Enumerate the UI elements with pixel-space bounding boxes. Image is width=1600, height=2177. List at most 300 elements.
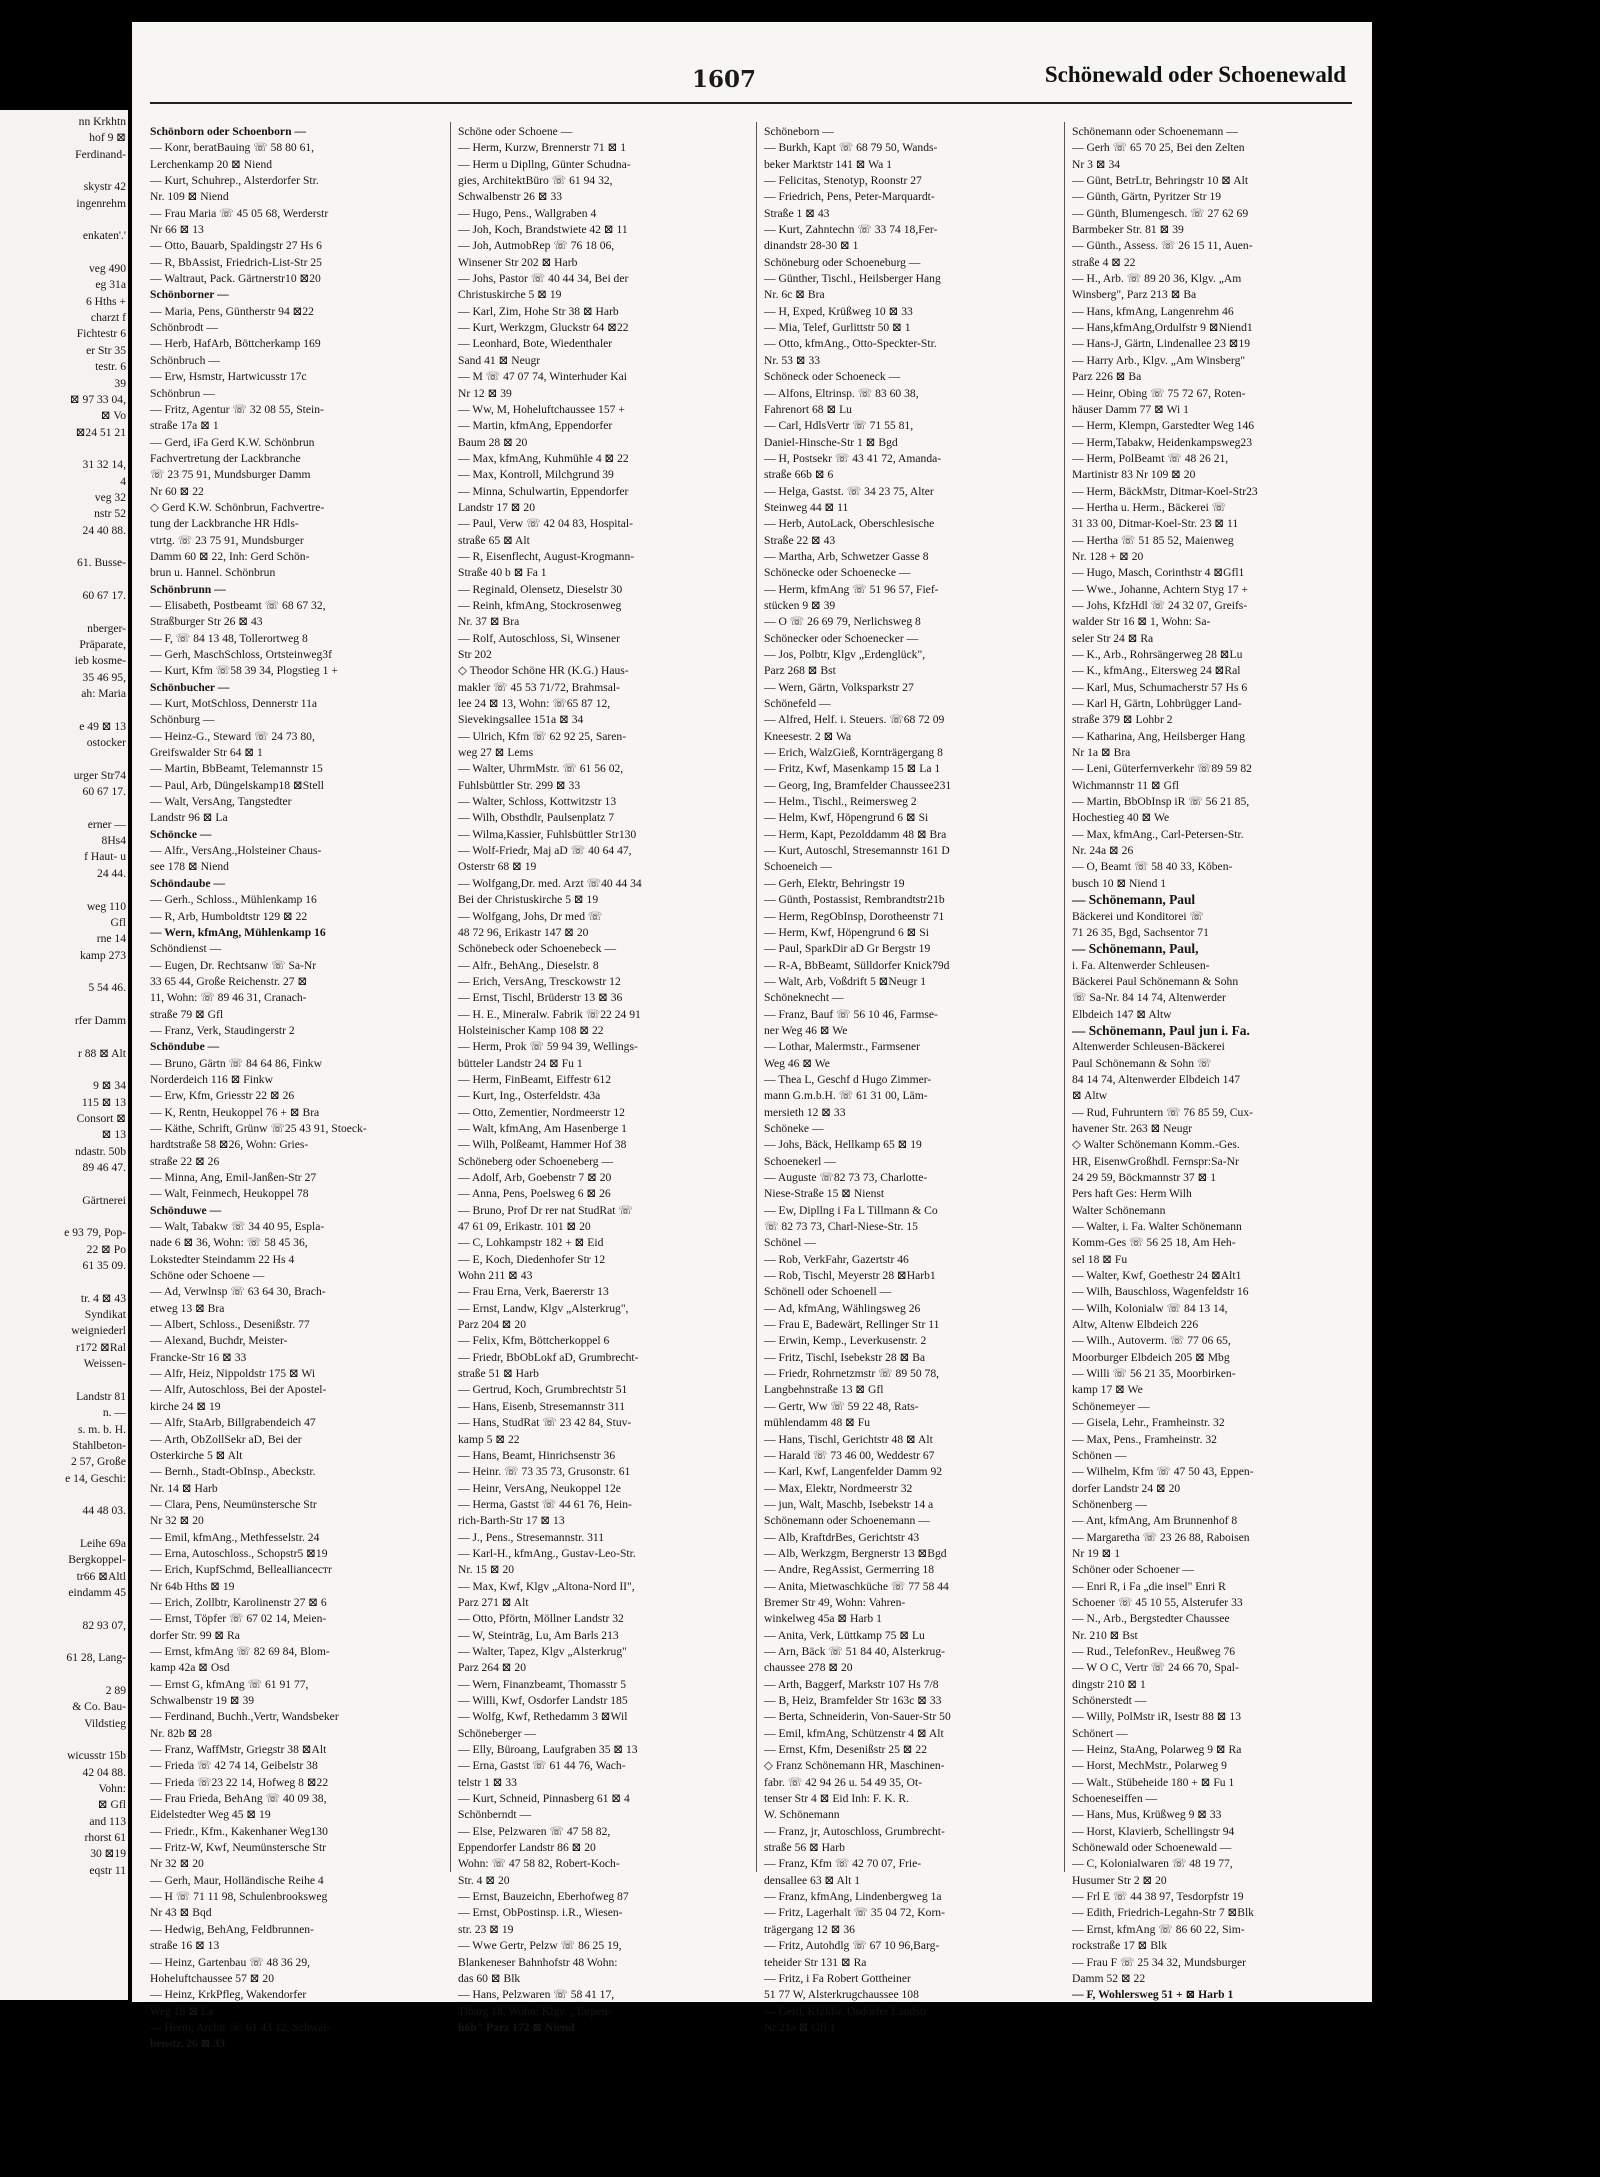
directory-entry-line: see 178 ⊠ Niend <box>150 860 229 874</box>
previous-page-fragment: weg 110 <box>86 899 126 913</box>
directory-entry-line: — Arth, ObZollSekr aD, Bei der <box>150 1432 302 1446</box>
directory-entry-line: — Ernst, Landw, Klgv „Alsterkrug", <box>458 1301 629 1315</box>
directory-entry-line: — C, Kolonialwaren ☏ 48 19 77, <box>1072 1857 1233 1871</box>
directory-entry-line: gies, ArchitektBüro ☏ 61 94 32, <box>458 174 613 188</box>
directory-entry-line: Schönbruch — <box>150 353 220 367</box>
directory-entry-line: Nr 32 ⊠ 20 <box>150 1514 204 1528</box>
directory-entry-line: — Felicitas, Stenotyp, Roonstr 27 <box>764 174 922 188</box>
directory-entry-line: — Rob, VerkFahr, Gazertstr 46 <box>764 1252 909 1266</box>
previous-page-fragment <box>64 1520 126 1536</box>
directory-entry-line: — Heinz, StaAng, Polarweg 9 ⊠ Ra <box>1072 1743 1242 1757</box>
directory-entry-line: Walter Schönemann <box>1072 1203 1166 1217</box>
previous-page-fragment: 30 ⊠19 <box>90 1847 126 1861</box>
directory-entry-line: Schönbrunn — <box>150 582 226 596</box>
directory-entry-line: — Herm, Kwf, Höpengrund 6 ⊠ Si <box>764 925 929 939</box>
previous-page-fragment <box>64 604 126 620</box>
previous-page-fragment: 22 ⊠ Po <box>86 1242 126 1256</box>
previous-page-fragment <box>64 212 126 228</box>
directory-entry-line: — Herma, Gastst ☏ 44 61 76, Hein- <box>458 1497 632 1511</box>
previous-page-fragment: 2 57, Große <box>70 1455 126 1469</box>
directory-entry-line: — Kurt, Autoschl, Stresemannstr 161 D <box>764 844 950 858</box>
directory-entry-line: — Max, Kontroll, Milchgrund 39 <box>458 468 614 482</box>
directory-entry-line: chaussee 278 ⊠ 20 <box>764 1661 853 1675</box>
directory-entry-line: — J., Pens., Stresemannstr. 311 <box>458 1530 605 1544</box>
directory-entry-line: — Herm, Archit ☏ 61 43 12, Schwal- <box>150 2020 331 2034</box>
directory-entry-line: — Walter, Schloss, Kottwitzstr 13 <box>458 795 617 809</box>
directory-entry-line: — Franz, jr, Autoschloss, Grumbrecht- <box>764 1824 945 1838</box>
directory-entry-line: straße 66b ⊠ 6 <box>764 468 834 482</box>
directory-entry-line: 51 77 W, Alsterkrugchaussee 108 <box>764 1988 919 2002</box>
previous-page-fragment: Landstr 81 <box>76 1389 126 1403</box>
directory-entry-line: — K, Rentn, Heukoppel 76 + ⊠ Bra <box>150 1105 320 1119</box>
directory-entry-line: — Herm, RegObInsp, Dorotheenstr 71 <box>764 909 945 923</box>
directory-entry-line: — O ☏ 26 69 79, Nerlichsweg 8 <box>764 615 921 629</box>
previous-page-fragment: er Str 35 <box>86 343 126 357</box>
directory-entry-line: — Franz, Kfm ☏ 42 70 07, Frie- <box>764 1857 922 1871</box>
previous-page-fragment: Vohn: <box>98 1782 126 1796</box>
directory-entry-line: — Kurt, Schuhrep., Alsterdorfer Str. <box>150 174 319 188</box>
directory-entry-line: — Günt, BetrLtr, Behringstr 10 ⊠ Alt <box>1072 174 1249 188</box>
previous-page-fragment <box>64 882 126 898</box>
directory-entry-line: Nr 3 ⊠ 34 <box>1072 157 1121 171</box>
directory-entry-line: Straßburger Str 26 ⊠ 43 <box>150 615 263 629</box>
directory-entry-line: — Erich, KupfSchmd, Belleallianceстr <box>150 1563 332 1577</box>
directory-entry-line: Str 202 <box>458 648 492 661</box>
directory-entry-line: — Frl E ☏ 44 38 97, Tesdorpfstr 19 <box>1072 1890 1244 1904</box>
directory-entry-line: Nr 43 ⊠ Bqd <box>150 1906 212 1920</box>
directory-entry-line: — jun, Walt, Maschb, Isebekstr 14 a <box>764 1497 934 1511</box>
directory-entry-line: — Otto, kfmAng., Otto-Speckter-Str. <box>764 337 937 351</box>
directory-entry-line: Eidelstedter Weg 45 ⊠ 19 <box>150 1808 271 1822</box>
directory-entry-line: — Friedr, BbObLokf aD, Grumbrecht- <box>458 1350 639 1364</box>
directory-entry-line: straße 22 ⊠ 26 <box>150 1154 220 1168</box>
directory-entry-line: — Willi, Kwf, Osdorfer Landstr 185 <box>458 1694 628 1707</box>
directory-entry-line: Schönemann oder Schoenemann — <box>1072 125 1238 138</box>
directory-entry-line: — Walt., Stübeheide 180 + ⊠ Fu 1 <box>1072 1775 1235 1789</box>
directory-entry-line: Nr. 14 ⊠ Harb <box>150 1481 218 1495</box>
directory-entry-line: Nr. 128 + ⊠ 20 <box>1072 549 1144 563</box>
directory-entry-line: Nr 60 ⊠ 22 <box>150 484 204 498</box>
directory-entry-line: — Wilma,Kassier, Fuhlsbüttler Str130 <box>458 827 637 841</box>
directory-entry-line: — Felix, Kfm, Böttcherkoppel 6 <box>458 1334 610 1348</box>
previous-page-fragment: Stahlbeton- <box>72 1438 126 1452</box>
directory-entry-line: Schönborner — <box>150 288 229 302</box>
directory-entry-line: — Ad, kfmAng, Wählingsweg 26 <box>764 1301 921 1315</box>
previous-page-fragment: charzt f <box>90 311 126 325</box>
directory-entry-line: — Frau E, Badewärt, Rellinger Str 11 <box>764 1318 940 1332</box>
previous-page-fragment: eg 31a <box>95 278 126 292</box>
directory-entry-line: Schöne oder Schoene — <box>458 125 573 138</box>
directory-entry-line: — Herb, AutoLack, Oberschlesische <box>764 517 935 531</box>
directory-entry-line: str. 23 ⊠ 19 <box>458 1922 514 1936</box>
directory-entry-line: nade 6 ⊠ 36, Wohn: ☏ 58 45 36, <box>150 1236 308 1250</box>
directory-entry-line: — Arth, Baggerf, Markstr 107 Hs 7/8 <box>764 1677 939 1691</box>
directory-entry-line: — Maria, Pens, Güntherstr 94 ⊠22 <box>150 304 314 318</box>
previous-page-fragment: ⊠ Gfl <box>97 1798 126 1812</box>
directory-entry-line: Schönenberg — <box>1072 1497 1147 1511</box>
directory-entry-line: Parz 268 ⊠ Bst <box>764 664 836 678</box>
directory-entry-line: — Alfr, Heiz, Nippoldstr 175 ⊠ Wi <box>150 1367 316 1381</box>
directory-entry-line: Nr. 109 ⊠ Niend <box>150 190 229 204</box>
directory-entry-line: — Frieda ☏ 42 74 14, Geibelstr 38 <box>150 1759 318 1773</box>
directory-entry-line: — Günth, Gärtn, Pyritzer Str 19 <box>1072 190 1222 204</box>
previous-page-fragment: r172 ⊠Ral <box>76 1340 126 1354</box>
directory-entry-line: straße 65 ⊠ Alt <box>458 533 530 547</box>
directory-entry-line: — Günth, Postassist, Rembrandtstr21b <box>764 893 945 907</box>
directory-entry-line: ☏ 23 75 91, Mundsburger Damm <box>150 468 311 482</box>
previous-page-fragment: Gfl <box>110 915 126 929</box>
directory-entry-line: Holsteinischer Kamp 108 ⊠ 22 <box>458 1023 604 1037</box>
directory-entry-line: — Schönemann, Paul, <box>1072 941 1199 957</box>
directory-entry-line: kamp 17 ⊠ We <box>1072 1383 1143 1397</box>
directory-entry-line: — Anita, Verk, Lüttkamp 75 ⊠ Lu <box>764 1628 925 1642</box>
directory-entry-line: Weg 46 ⊠ We <box>764 1056 830 1070</box>
directory-entry-line: — Alexand, Buchdr, Meister- <box>150 1334 288 1348</box>
directory-entry-line: — Johs, Bäck, Hellkamp 65 ⊠ 19 <box>764 1138 922 1152</box>
directory-entry-line: — Wolf-Friedr, Maj aD ☏ 40 64 47, <box>458 844 632 858</box>
directory-entry-line: — C, Lohkampstr 182 + ⊠ Eid <box>458 1236 604 1250</box>
directory-entry-line: mühlendamm 48 ⊠ Fu <box>764 1416 871 1430</box>
directory-entry-line: mersieth 12 ⊠ 33 <box>764 1105 846 1119</box>
page-number: 1607 <box>692 66 757 93</box>
directory-entry-line: Parz 264 ⊠ 20 <box>458 1661 526 1675</box>
directory-entry-line: — Wilh, Polßeamt, Hammer Hof 38 <box>458 1138 627 1152</box>
directory-entry-line: — Walt, Tabakw ☏ 34 40 95, Espla- <box>150 1220 325 1234</box>
previous-page-fragment: skystr 42 <box>83 180 126 194</box>
previous-page-fragment: 5 54 46. <box>88 981 126 995</box>
directory-entry-line: — Bruno, Prof Dr rer nat StudRat ☏ <box>458 1203 633 1217</box>
directory-entry-line: Nr. 6c ⊠ Bra <box>764 288 825 302</box>
directory-entry-line: kamp 5 ⊠ 22 <box>458 1432 520 1446</box>
directory-entry-line: Baum 28 ⊠ 20 <box>458 435 528 449</box>
directory-entry-line: — Heinr, VersAng, Neukoppel 12e <box>458 1481 621 1495</box>
directory-entry-line: Nr. 82b ⊠ 28 <box>150 1726 212 1740</box>
directory-entry-line: Tibarg 18, Wohn: Klgv. „Tarpen- <box>458 2004 612 2018</box>
previous-page-fragment: ndastr. 50b <box>75 1144 126 1158</box>
directory-entry-line: beker Marktstr 141 ⊠ Wa 1 <box>764 157 893 171</box>
directory-entry-line: — Rud., TelefonRev., Heußweg 76 <box>1072 1644 1236 1658</box>
directory-entry-line: Lokstedter Steindamm 22 Hs 4 <box>150 1252 295 1266</box>
column-divider <box>756 122 757 1872</box>
directory-entry-line: sel 18 ⊠ Fu <box>1072 1252 1128 1266</box>
directory-entry-line: Nr 19 ⊠ 1 <box>1072 1546 1121 1560</box>
previous-page-fragment: 4 <box>120 474 126 488</box>
directory-entry-line: Fuhlsbüttler Str. 299 ⊠ 33 <box>458 778 581 792</box>
previous-page-fragment: 115 ⊠ 13 <box>81 1095 126 1109</box>
directory-entry-line: — Otto, Zementier, Nordmeerstr 12 <box>458 1105 625 1119</box>
directory-entry-line: walder Str 16 ⊠ 1, Wohn: Sa- <box>1072 615 1211 629</box>
directory-entry-line: Pers haft Ges: Herm Wilh <box>1072 1187 1192 1201</box>
directory-entry-line: — Helm., Tischl., Reimersweg 2 <box>764 795 917 809</box>
directory-entry-line: — R, BbAssist, Friedrich-List-Str 25 <box>150 255 322 269</box>
previous-page-fragment <box>64 1634 126 1650</box>
directory-entry-line: — Paul, SparkDir aD Gr Bergstr 19 <box>764 942 931 956</box>
previous-page-fragment <box>64 1372 126 1388</box>
directory-entry-line: Niese-Straße 15 ⊠ Nienst <box>764 1187 885 1201</box>
directory-entry-line: — Alfr, Autoschloss, Bei der Apostel- <box>150 1383 327 1397</box>
directory-entry-line: — Erich, VersAng, Tresckowstr 12 <box>458 974 621 988</box>
directory-entry-line: benstr. 26 ⊠ 33 <box>150 2037 225 2051</box>
directory-entry-line: teheider Str 131 ⊠ Ra <box>764 1955 867 1969</box>
directory-entry-line: straße 51 ⊠ Harb <box>458 1367 539 1381</box>
directory-entry-line: — Wilh., Autoverm. ☏ 77 06 65, <box>1072 1334 1231 1348</box>
directory-entry-line: — Georg, Ing, Bramfelder Chaussee231 <box>764 778 952 792</box>
directory-entry-line: — Rob, Tischl, Meyerstr 28 ⊠Harb1 <box>764 1269 936 1283</box>
directory-entry-line: Parz 271 ⊠ Alt <box>458 1595 529 1609</box>
directory-entry-line: — Fritz, Autohdlg ☏ 67 10 96,Barg- <box>764 1939 940 1953</box>
directory-entry-line: — Walter, Kwf, Goethestr 24 ⊠Alt1 <box>1072 1269 1242 1283</box>
directory-entry-line: Schoenekerl — <box>764 1154 836 1168</box>
directory-entry-line: Wohn: ☏ 47 58 82, Robert-Koch- <box>458 1857 620 1871</box>
previous-page-fragment <box>64 997 126 1013</box>
directory-entry-line: — Adolf, Arb, Goebenstr 7 ⊠ 20 <box>458 1171 612 1184</box>
directory-entry-line: — Willy, PolMstr iR, Isestr 88 ⊠ 13 <box>1072 1710 1241 1724</box>
previous-page-fragment: ostocker <box>86 736 126 750</box>
directory-entry-line: — Martin, BbBeamt, Telemannstr 15 <box>150 762 323 776</box>
directory-entry-line: straße 16 ⊠ 13 <box>150 1939 220 1953</box>
directory-entry-line: — Ernst, ObPostinsp. i.R., Wiesen- <box>458 1906 623 1920</box>
directory-entry-line: stücken 9 ⊠ 39 <box>764 598 836 612</box>
directory-entry-line: — Alfr, StaArb, Billgrabendeich 47 <box>150 1416 316 1430</box>
directory-entry-line: Schönemann oder Schoenemann — <box>764 1514 930 1528</box>
directory-entry-line: Bei der Christuskirche 5 ⊠ 19 <box>458 893 599 907</box>
directory-entry-line: — Otto, Pförtn, Möllner Landstr 32 <box>458 1612 624 1626</box>
directory-entry-line: — Max, kfmAng., Carl-Petersen-Str. <box>1072 827 1244 841</box>
directory-entry-line: — Horst, Klavierb, Schellingstr 94 <box>1072 1824 1235 1838</box>
directory-entry-line: — Walt, Arb, Voßdrift 5 ⊠Neugr 1 <box>764 974 927 988</box>
directory-entry-line: Steinweg 44 ⊠ 11 <box>764 500 849 514</box>
directory-entry-line: — Minna, Schulwartin, Eppendorfer <box>458 484 629 498</box>
directory-entry-line: — Helga, Gastst. ☏ 34 23 75, Alter <box>764 484 934 498</box>
directory-entry-line: — Hans, Tischl, Gerichtstr 48 ⊠ Alt <box>764 1432 933 1446</box>
previous-page-fragment: Consort ⊠ <box>76 1111 126 1125</box>
directory-entry-line: Sand 41 ⊠ Neugr <box>458 353 541 367</box>
previous-page-fragment: 82 93 07, <box>82 1618 126 1632</box>
directory-entry-line: Hoheluftchaussee 57 ⊠ 20 <box>150 1971 275 1985</box>
previous-page-fragment: veg 490 <box>88 262 126 276</box>
directory-entry-line: — Herm, kfmAng ☏ 51 96 57, Fief- <box>764 582 939 596</box>
directory-entry-line: — Wolfgang,Dr. med. Arzt ☏40 44 34 <box>458 876 642 890</box>
directory-entry-line: höh" Parz 172 ⊠ Niend <box>458 2020 575 2034</box>
directory-entry-line: — Herb, HafArb, Böttcherkamp 169 <box>150 337 321 351</box>
directory-entry-line: Nr 21a ⊠ Gfl 1 <box>764 2020 836 2034</box>
directory-entry-line: — Gerh ☏ 65 70 25, Bei den Zelten <box>1072 141 1245 155</box>
directory-entry-line: — R, Arb, Humboldtstr 129 ⊠ 22 <box>150 909 308 923</box>
directory-entry-line: — Günther, Tischl., Heilsberger Hang <box>764 272 941 286</box>
directory-entry-line: — Hans, Pelzwaren ☏ 58 41 17, <box>458 1988 615 2002</box>
directory-entry-line: — Frau Erna, Verk, Baererstr 13 <box>458 1285 609 1299</box>
directory-entry-line: — Horst, MechMstr., Polarweg 9 <box>1072 1759 1227 1773</box>
directory-entry-line: Parz 226 ⊠ Ba <box>1072 370 1142 384</box>
directory-entry-line: straße 379 ⊠ Lohbr 2 <box>1072 713 1173 727</box>
directory-entry-line: — Ernst, kfmAng ☏ 82 69 84, Blom- <box>150 1644 330 1658</box>
directory-entry-line: — Alfred, Helf. i. Steuers. ☏68 72 09 <box>764 713 945 727</box>
previous-page-fragment: Vildstieg <box>84 1716 126 1730</box>
previous-page-fragment <box>64 1209 126 1225</box>
directory-entry-line: — Friedrich, Pens, Peter-Marquardt- <box>764 190 935 204</box>
directory-entry-line: — Paul, Arb, Düngelskamp18 ⊠Stell <box>150 778 324 792</box>
directory-entry-line: Kneesestr. 2 ⊠ Wa <box>764 729 852 743</box>
directory-entry-line: ☏ 82 73 73, Charl-Niese-Str. 15 <box>764 1220 918 1234</box>
directory-entry-line: — W O C, Vertr ☏ 24 66 70, Spal- <box>1072 1661 1239 1675</box>
directory-entry-line: — Fritz, Kwf, Masenkamp 15 ⊠ La 1 <box>764 762 941 776</box>
directory-entry-line: tung der Lackbranche HR Hdls- <box>150 517 299 531</box>
previous-page-fragment: 35 46 95, <box>82 670 126 684</box>
directory-entry-line: — Helm, Kwf, Höpengrund 6 ⊠ Si <box>764 811 929 825</box>
directory-entry-line: Schönewald oder Schoenewald — <box>1072 1841 1232 1855</box>
directory-entry-line: — Fritz, i Fa Robert Gottheiner <box>764 1971 911 1985</box>
directory-entry-line: Bremer Str 49, Wohn: Vahren- <box>764 1595 906 1609</box>
previous-page-fragment <box>64 163 126 179</box>
directory-entry-line: — Karl H, Gärtn, Lohbrügger Land- <box>1072 697 1242 711</box>
previous-page-fragment: Gärtnerei <box>82 1193 126 1207</box>
previous-page-fragment: Bergkoppel- <box>68 1553 126 1567</box>
directory-entry-line: Schöne oder Schoene — <box>150 1269 265 1283</box>
directory-entry-line: — Hans, StudRat ☏ 23 42 84, Stuv- <box>458 1416 632 1430</box>
previous-page-fragment: ⊠ 97 33 04, <box>69 392 126 406</box>
directory-entry-line: — Hans, Eisenb, Stresemannstr 311 <box>458 1399 626 1413</box>
directory-entry-line: — Herm, FinBeamt, Eiffestr 612 <box>458 1072 612 1086</box>
directory-entry-line: — Wern, Finanzbeamt, Thomasstr 5 <box>458 1677 627 1691</box>
previous-page-fragment: e 14, Geschi: <box>65 1471 126 1485</box>
directory-entry-line: — Reinh, kfmAng, Stockrosenweg <box>458 598 622 612</box>
directory-entry-line: — Erich, Zollbtr, Karolinenstr 27 ⊠ 6 <box>150 1595 327 1609</box>
directory-entry-line: Martinistr 83 Nr 109 ⊠ 20 <box>1072 468 1196 482</box>
directory-entry-line: — Erna, Autoschloss., Schopstr5 ⊠19 <box>150 1546 328 1560</box>
directory-entry-line: — R-A, BbBeamt, Sülldorfer Knick79d <box>764 958 950 972</box>
directory-entry-line: — Heinz, KrkPfleg, Wakendorfer <box>150 1988 307 2002</box>
directory-entry-line: — Walter, Tapez, Klgv „Alsterkrug" <box>458 1644 627 1658</box>
directory-entry-line: häuser Damm 77 ⊠ Wi 1 <box>1072 402 1189 416</box>
directory-entry-line: — Kurt, Ing., Osterfeldstr. 43a <box>458 1089 601 1103</box>
directory-entry-line: — Emil, kfmAng., Methfesselstr. 24 <box>150 1530 320 1544</box>
column-divider <box>1064 122 1065 1872</box>
directory-entry-line: Schöneck oder Schoeneck — <box>764 370 901 384</box>
directory-entry-line: — Herm, Kapt, Pezolddamm 48 ⊠ Bra <box>764 827 947 841</box>
previous-page-fragment: 24 40 88. <box>82 523 126 537</box>
directory-entry-line: Barmbeker Str. 81 ⊠ 39 <box>1072 223 1184 237</box>
directory-entry-line: — Wilhelm, Kfm ☏ 47 50 43, Eppen- <box>1072 1465 1254 1479</box>
directory-entry-line: — Herm u Dipllng, Günter Schudna- <box>458 157 631 171</box>
previous-page-fragment: ⊠24 51 21 <box>75 425 126 439</box>
directory-entry-line: — Günth., Assess. ☏ 26 15 11, Auen- <box>1072 239 1253 253</box>
directory-entry-line: Schöneburg oder Schoeneburg — <box>764 255 921 269</box>
directory-entry-line: Schwalbenstr 26 ⊠ 33 <box>458 190 563 204</box>
previous-page-fragment: Weissen- <box>83 1357 126 1371</box>
directory-entry-line: — Erna, Gastst ☏ 61 44 76, Wach- <box>458 1759 626 1773</box>
previous-page-fragment <box>64 1732 126 1748</box>
previous-page-fragment: hof 9 ⊠ <box>89 131 126 145</box>
previous-page-fragment: veg 32 <box>94 490 126 504</box>
previous-page-fragment <box>64 441 126 457</box>
directory-entry-line: — Alb, KraftdrBes, Gerichtstr 43 <box>764 1530 920 1544</box>
directory-entry-line: Nr 12 ⊠ 39 <box>458 386 512 400</box>
directory-entry-line: straße 56 ⊠ Harb <box>764 1841 845 1855</box>
directory-entry-line: — Minna, Ang, Emil-Janßen-Str 27 <box>150 1171 317 1184</box>
directory-entry-line: — Max, kfmAng, Kuhmühle 4 ⊠ 22 <box>458 451 629 465</box>
directory-entry-line: Schöneborn — <box>764 125 834 138</box>
directory-entry-line: havener Str. 263 ⊠ Neugr <box>1072 1121 1193 1135</box>
directory-entry-line: Winsberg", Parz 213 ⊠ Ba <box>1072 288 1197 302</box>
directory-entry-line: — Hans, Beamt, Hinrichsenstr 36 <box>458 1448 616 1462</box>
directory-entry-line: Husumer Str 2 ⊠ 20 <box>1072 1873 1167 1887</box>
previous-page-fragment: tr. 4 ⊠ 43 <box>80 1291 126 1305</box>
directory-entry-line: straße 79 ⊠ Gfl <box>150 1007 224 1021</box>
column-4 <box>1072 124 1364 2002</box>
directory-entry-line: — Herm, Prok ☏ 59 94 39, Wellings- <box>458 1040 638 1054</box>
directory-entry-line: Paul Schönemann & Sohn ☏ <box>1072 1056 1212 1070</box>
directory-entry-line: Francke-Str 16 ⊠ 33 <box>150 1350 247 1364</box>
directory-entry-line: — Frieda ☏23 22 14, Hofweg 8 ⊠22 <box>150 1775 329 1789</box>
previous-page-fragment: 39 <box>114 376 126 390</box>
previous-page-fragment: 61 28, Lang- <box>66 1651 126 1665</box>
directory-entry-line: Schönbucher — <box>150 680 230 694</box>
directory-entry-line: — O, Beamt ☏ 58 40 33, Köben- <box>1072 860 1233 874</box>
directory-entry-line: — Thea L, Geschf d Hugo Zimmer- <box>764 1072 932 1086</box>
previous-page-fragment: f Haut- u <box>84 850 126 864</box>
directory-entry-line: Altenwerder Schleusen-Bäckerei <box>1072 1040 1225 1054</box>
directory-entry-line: — Franz, WaffMstr, Griegstr 38 ⊠Alt <box>150 1743 327 1757</box>
directory-entry-line: kirche 24 ⊠ 19 <box>150 1399 221 1413</box>
directory-entry-line: — Walt, VersAng, Tangstedter <box>150 795 292 809</box>
directory-entry-line: — Else, Pelzwaren ☏ 47 58 82, <box>458 1824 611 1838</box>
directory-entry-line: — H. E., Mineralw. Fabrik ☏22 24 91 <box>458 1007 641 1021</box>
directory-entry-line: — Harald ☏ 73 46 00, Weddestr 67 <box>764 1448 935 1462</box>
directory-entry-line: — Hedwig, BehAng, Feldbrunnen- <box>150 1922 314 1936</box>
directory-entry-line: — Gerh., Schloss., Mühlenkamp 16 <box>150 893 317 907</box>
directory-entry-line: — Wilh, Obsthdlr, Paulsenplatz 7 <box>458 811 614 825</box>
directory-entry-line: winkelweg 45a ⊠ Harb 1 <box>764 1612 882 1626</box>
directory-entry-line: — R, Eisenflecht, August-Krogmann- <box>458 549 635 563</box>
directory-entry-line: — Fritz, Tischl, Isebekstr 28 ⊠ Ba <box>764 1350 926 1364</box>
directory-entry-line: Schönduwe — <box>150 1203 222 1217</box>
directory-entry-line: Schönel — <box>764 1236 816 1250</box>
column-divider <box>450 122 451 1872</box>
directory-entry-line: — Ernst, Bauzeichn, Eberhofweg 87 <box>458 1890 629 1904</box>
previous-page-fragment: 8Hs4 <box>101 834 126 848</box>
directory-entry-line: busch 10 ⊠ Niend 1 <box>1072 876 1167 890</box>
directory-entry-line: Straße 40 b ⊠ Fa 1 <box>458 566 547 580</box>
directory-entry-line: — Wern, kfmAng, Mühlenkamp 16 <box>150 925 326 939</box>
directory-entry-line: rich-Barth-Str 17 ⊠ 13 <box>458 1514 565 1528</box>
directory-entry-line: Schöndienst — <box>150 942 222 956</box>
directory-entry-line: — Jos, Polbtr, Klgv „Erdenglück", <box>764 648 926 661</box>
directory-entry-line: — Heinr, Obing ☏ 75 72 67, Roten- <box>1072 386 1246 400</box>
directory-entry-line: Schönebeck oder Schoenebeck — <box>458 942 617 956</box>
directory-entry-line: straße 17a ⊠ 1 <box>150 419 219 433</box>
directory-entry-line: HR, EisenwGroßhdl. Fernspr:Sa-Nr <box>1072 1154 1239 1168</box>
directory-entry-line: Langbehnstraße 13 ⊠ Gfl <box>764 1383 884 1397</box>
previous-page-fragment <box>64 572 126 588</box>
directory-entry-line: — Kurt, Zahntechn ☏ 33 74 18,Fer- <box>764 223 938 237</box>
directory-entry-line: Schönborn oder Schoenborn — <box>150 125 307 138</box>
directory-entry-line: — Lothar, Malermstr., Farmsener <box>764 1040 921 1054</box>
previous-page-fragment: 9 ⊠ 34 <box>93 1079 126 1093</box>
previous-page-fragment: rhorst 61 <box>84 1831 126 1845</box>
directory-entry-line: i. Fa. Altenwerder Schleusen- <box>1072 958 1210 972</box>
directory-entry-line: — Katharina, Ang, Heilsberger Hang <box>1072 729 1246 743</box>
directory-entry-line: Schönert — <box>1072 1726 1128 1740</box>
directory-entry-line: — Auguste ☏82 73 73, Charlotte- <box>764 1171 928 1184</box>
previous-page-fragment: Leihe 69a <box>79 1536 126 1550</box>
directory-entry-line: — F, ☏ 84 13 48, Tollerortweg 8 <box>150 631 308 645</box>
directory-entry-line: Blankeneser Bahnhofstr 48 Wohn: <box>458 1955 618 1969</box>
directory-entry-line: — Hans, Mus, Krüßweg 9 ⊠ 33 <box>1072 1808 1222 1822</box>
directory-entry-line: — Hertha u. Herm., Bäckerei ☏ <box>1072 500 1227 514</box>
directory-entry-line: — Wern, Gärtn, Volksparkstr 27 <box>764 680 914 694</box>
directory-entry-line: — Ernst G, kfmAng ☏ 61 91 77, <box>150 1677 309 1691</box>
directory-entry-line: — Harry Arb., Klgv. „Am Winsberg" <box>1072 353 1246 367</box>
